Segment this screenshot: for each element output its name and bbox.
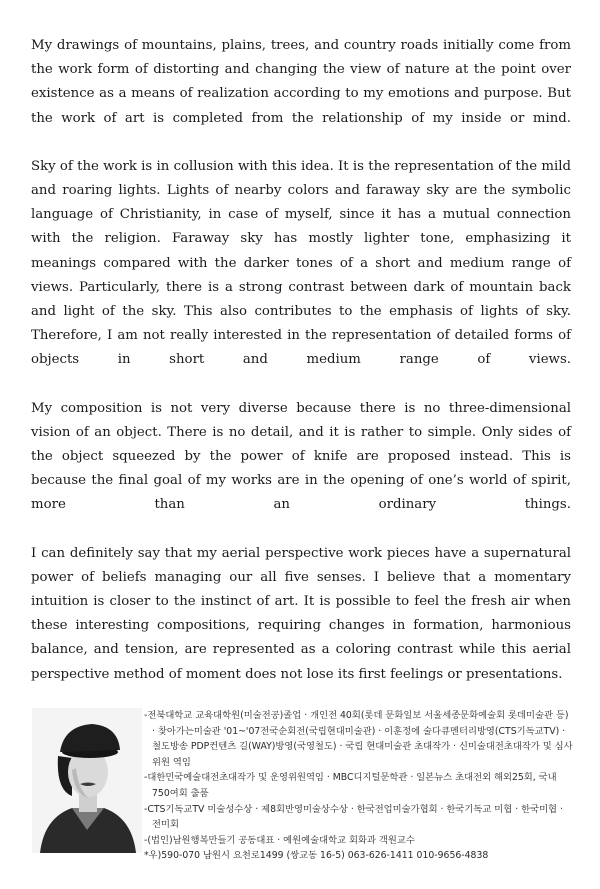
artist-profile bbox=[32, 708, 572, 873]
artist-biography bbox=[144, 708, 574, 864]
essay-paragraph-1: My drawings of mountains, plains, trees, and country roads initially come from the work form of distorting and changing the view of nature at the point over existence as a means of realization according to my emotions and purpose. But the work of art is completed from the relationship of my inside or mind. bbox=[31, 38, 571, 126]
essay-paragraph-2: Sky of the work is in collusion with this idea. It is the representation of the mild and roaring lights. Lights of nearby colors and faraway sky are the symbolic language of Christianity, in case of myself, since it has a mutual connection with the religion. Faraway sky has mostly lighter tone, emphasizing it meanings compared with the darker tones of a short and medium range of views. Particularly, there is a strong contrast between dark of mountain back and light of the sky. This also contributes to the emphasis of lights of sky. Therefore, I am not really interested in the representation of detailed forms of objects in short and medium range of views. bbox=[31, 158, 571, 368]
bio-line-exhibitions: -대한민국예술대전초대작가 및 운영위원역임 · MBC디지털문학관 · 일본뉴스 초대전외 해외25회, 국내 750여회 출품 bbox=[144, 772, 557, 799]
essay bbox=[31, 34, 571, 711]
essay-paragraph-4: I can definitely say that my aerial perspective work pieces have a supernatural power of beliefs managing our all five senses. I believe that a momentary intuition is closer to the instinct of art. It is possible to feel the fresh air when these interesting compositions, requiring changes in formation, harmonious balance, and tension, are represented as a coloring contrast while this aerial perspective method of moment does not lose its first feelings or presentations. bbox=[31, 545, 571, 682]
bio-line-awards: -CTS기독교TV 미술성수상 · 제8회반영미술상수상 · 한국전업미술가협회 · 한국기독교 미협 · 한국미협 · 전미회 bbox=[144, 803, 563, 831]
contact-info: *우)590-070 남원시 요천로1499 (쌍교동 16-5) 063-626-1411 010-9656-4838 bbox=[144, 850, 489, 862]
essay-paragraph-3: My composition is not very diverse because there is no three-dimensional vision of an object. There is no detail, and it is rather to simple. Only sides of the object squeezed by the power of knife are proposed instead. This is because the final goal of my works are in the opening of one’s world of spirit, more than an ordinary things. bbox=[31, 400, 571, 513]
bio-line-education: -전북대학교 교육대학원(미술전공)졸업 · 개인전 40회(롯데 문화일보 서울세종문화예술회 롯데미술관 등) · 찾아가는미술관 '01~'07전국순회전(국립현대미술관) · 이훈정에 술다큐멘터리방영(CTS기독교TV) · 철도방송 PDP컨텐츠 길(WAY)방영(국영철도) · 국립 현대미술관 초대작가 · 신미술대전초대작가 및 심사위원 역임 bbox=[144, 710, 573, 768]
artist-portrait-photo bbox=[32, 708, 142, 853]
bio-line-positions: -(법인)남원행복만들기 공동대표 · 예원예술대학교 회화과 객원교수 bbox=[144, 834, 415, 846]
